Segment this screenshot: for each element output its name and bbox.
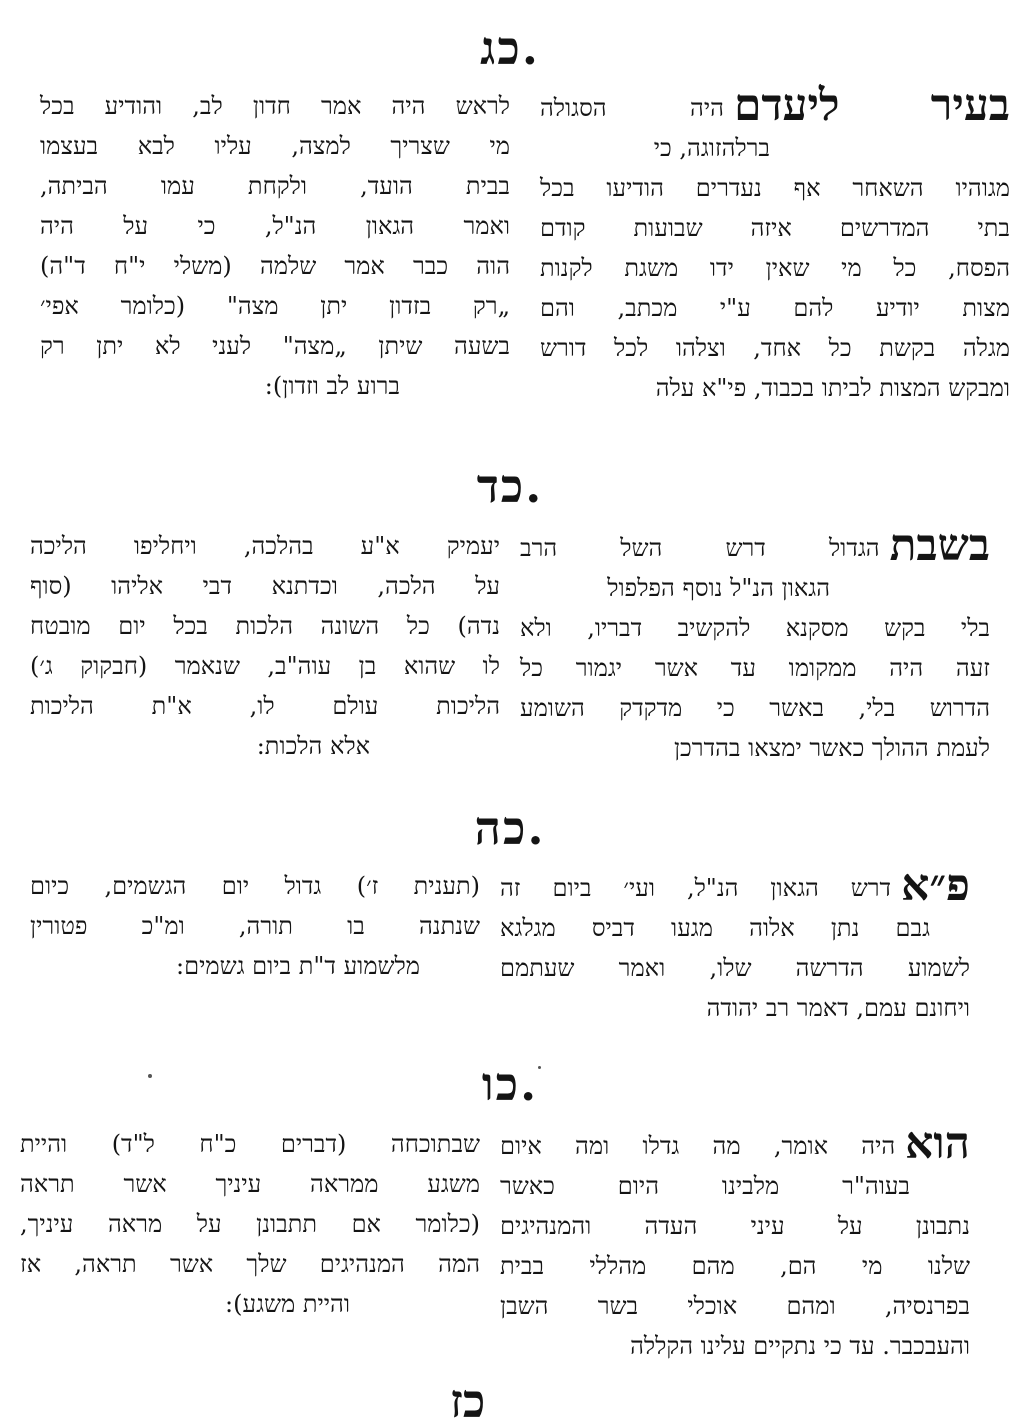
print-speck [148,1074,152,1078]
section-23-right-column [540,80,1010,408]
next-section-title-text: כז [450,1374,486,1428]
text-line: לעמת ההולך כאשר ימצאו בהדרכן [673,734,990,762]
section-25-left-column [30,866,480,986]
text-line: הוה כבר אמר שלמה (משלי י"ח ד"ה) [40,252,510,280]
text-line: על הלכה, וכדתנא דבי אליהו (סוף [30,572,500,600]
section-24-right-column [520,520,990,768]
section-lead-word: בשבת [889,520,990,571]
text-line: והעבכבר. עד כי נתקיים עלינו הקללה [630,1332,970,1360]
text-line: לראש היה אמר חדון לב, והודיע בכל [40,92,510,120]
text-line: ויחונם עמם, דאמר רב יהודה [706,994,970,1022]
section-title-23: כג. [480,21,540,75]
text-line: לשמוע הדרשה שלו, ואמר שעתמם [500,954,970,982]
text-line: היה אומר, מה גדלו ומה איום [500,1132,896,1160]
section-title-25: כה. [474,801,546,855]
section-23-left-column [40,86,510,406]
next-section-title-fragment [450,1374,510,1428]
section-title-26: כו. [481,1057,539,1111]
text-line: ואמר הגאון הנ"ל, כי על היה [40,212,510,240]
print-speck [538,1066,541,1069]
text-line: זעה היה ממקומו עד אשר יגמור כל [520,654,990,682]
text-line: בעוה"ר מלבינו היום כאשר [500,1172,910,1200]
text-line: בשעה שיתן „מצה" לעני לא יתן רק [40,332,510,360]
right-first-line [500,1118,970,1169]
text-line: המה המנהיגים שלך אשר תראה, אז [20,1250,480,1278]
text-line: הגאון הנ"ל נוסף הפלפול [607,574,830,602]
text-line: יעמיק א"ע בהלכה, ויחליפו הליכה [30,532,500,560]
section-26-right-column [500,1118,970,1366]
text-line: שבתוכחה (דברים כ"ח ל"ד) והיית [20,1130,480,1158]
text-line: מגוהיו השאחר אף נעדרים הודיעו בכל [540,174,1010,202]
text-line: בבית הועד, ולקחת עמו הביתה, [40,172,510,200]
text-line: הגדול דרש השל הרב [520,534,880,562]
section-24-left-column [30,526,500,766]
text-line: ומבקש המצות לביתו בכבוד, פי"א עלה [655,374,1010,402]
text-line: ברוע לב וזדון): [264,372,400,400]
text-line: מלשמוע ד"ת ביום גשמים: [176,952,420,980]
text-line: והיית משגע): [225,1290,350,1318]
text-line: הליכות עולם לו, א"ת הליכות [30,692,500,720]
text-line: „רק בזדון יתן מצה" (כלומר אפי׳ [40,292,510,320]
text-line: בלי בקש מסקנא להקשיב דבריו, ולא [520,614,990,642]
text-line: (כלומר אם תתבונן על מראה עיניך, [20,1210,480,1238]
text-line: משגע ממראה עיניך אשר תראה [20,1170,480,1198]
text-line: (תענית ז׳) גדול יום הגשמים, כיום [30,872,480,900]
text-line: גבם נתן אלוה מגעו דביס מגלגא [500,914,930,942]
section-lead-word: הוא [905,1118,970,1169]
section-lead-word: בעיר ליעדם [733,80,1010,131]
text-line: הפסח, כל מי שאין ידו משגת לקנות [540,254,1010,282]
text-line: מגלה בקשת כל אחד, וצלהו לכל דורש [540,334,1010,362]
text-line: הדרוש בלי, באשר כי מדקדק השומע [520,694,990,722]
text-line: מצות יודיע להם ע"י מכתב, והם [540,294,1010,322]
text-line: שנתנה בו תורה, ומ"כ פטורין [30,912,480,940]
section-lead-word: פ״א [901,860,970,911]
text-line: שלנו מי הם, מהם מהללי בבית [500,1252,970,1280]
text-line: נתבונן על עיני העדה והמנהיגים [500,1212,970,1240]
text-line: דרש הגאון הנ"ל, ועי׳ ביום זה [500,874,892,902]
text-line: אלא הלכות: [256,732,370,760]
section-title-24: כד. [476,459,544,513]
right-first-line [520,520,990,571]
text-line: היה הסגולה [540,94,724,122]
right-first-line [500,860,970,911]
right-first-line [540,80,1010,131]
text-line: לו שהוא בן עוה"ב, שנאמר (חבקוק ג׳) [30,652,500,680]
text-line: בפרנסיה, ומהם אוכלי בשר השבן [500,1292,970,1320]
text-line: נדה) כל השונה הלכות בכל יום מובטח [30,612,500,640]
text-line: ברלהזוגה, כי [653,134,770,162]
text-line: מי שצריך למצה, עליו לבא בעצמו [40,132,510,160]
text-line: בתי המדרשים איזה שבועות קודם [540,214,1010,242]
section-26-left-column [20,1124,480,1324]
section-25-right-column [500,860,970,1028]
